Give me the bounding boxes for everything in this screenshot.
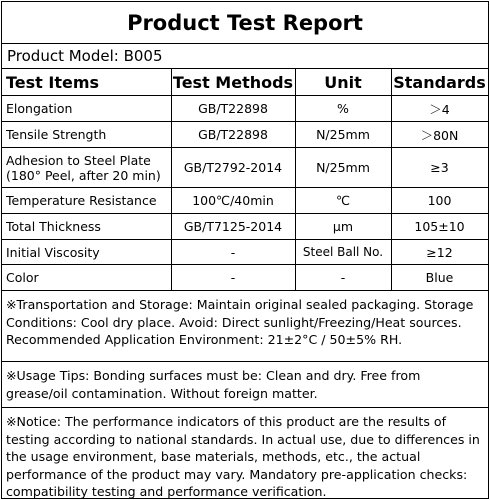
table-row	[2, 188, 488, 214]
cell-method: GB/T22898	[198, 101, 268, 116]
column-divider	[171, 69, 172, 291]
header-test-methods: Test Methods	[172, 72, 294, 92]
header-test-items: Test Items	[6, 72, 100, 92]
cell-method: GB/T7125-2014	[183, 219, 283, 234]
cell-unit: N/25mm	[316, 160, 370, 175]
product-model: Product Model: B005	[2, 44, 488, 69]
column-divider	[295, 69, 296, 291]
cell-item: Temperature Resistance	[6, 193, 157, 208]
cell-item: Initial Viscosity	[6, 244, 100, 260]
table-row	[2, 96, 488, 122]
cell-unit: Steel Ball No.	[302, 245, 384, 259]
cell-unit: -	[340, 270, 346, 285]
table-row	[2, 265, 488, 291]
cell-item: Tensile Strength	[6, 127, 107, 142]
cell-item-line1: Adhesion to Steel Plate	[6, 152, 151, 168]
cell-item: Total Thickness	[6, 219, 101, 234]
test-report-sheet	[1, 1, 489, 499]
cell-unit: N/25mm	[316, 127, 370, 142]
cell-method: GB/T22898	[198, 127, 268, 142]
cell-standard: ≥12	[426, 244, 453, 260]
cell-standard: Blue	[425, 270, 454, 285]
cell-item: Elongation	[6, 101, 73, 116]
cell-unit: ℃	[335, 193, 351, 208]
cell-item: Color	[6, 270, 39, 285]
cell-method: 100℃/40min	[192, 193, 274, 208]
cell-item	[2, 148, 171, 187]
cell-method: GB/T2792-2014	[183, 160, 283, 175]
cell-item-line2: (180° Peel, after 20 min)	[6, 167, 161, 183]
table-row	[2, 240, 488, 265]
table-row	[2, 122, 488, 148]
header-standards: Standards	[393, 72, 486, 92]
cell-standard: 105±10	[414, 219, 465, 234]
table-header-row	[2, 69, 488, 96]
cell-unit: %	[337, 101, 349, 116]
cell-unit: μm	[332, 219, 354, 234]
column-divider	[391, 69, 392, 291]
storage-note: ※Transportation and Storage: Maintain original sealed packaging. Storage Conditions: Cool dry place. Avoid: Direct sunlight/Freezing/Heat sources. Recommended Application Environment: 21±2°C / 50±5% RH.	[2, 291, 488, 362]
cell-standard: ≥3	[430, 160, 449, 175]
cell-standard: ＞4	[429, 101, 450, 117]
header-unit: Unit	[324, 72, 362, 92]
usage-tips-note: ※Usage Tips: Bonding surfaces must be: Clean and dry. Free from grease/oil contamination. Without foreign matter.	[2, 362, 488, 408]
report-title: Product Test Report	[2, 2, 488, 44]
cell-standard: ＞80N	[420, 127, 459, 143]
cell-method: -	[230, 244, 236, 260]
cell-standard: 100	[427, 193, 452, 208]
table-row	[2, 148, 488, 188]
table-row	[2, 214, 488, 240]
cell-method: -	[230, 270, 236, 285]
notice-note: ※Notice: The performance indicators of this product are the results of testing according to national standards. In actual use, due to differences in the usage environment, base materials, methods, etc., the actual performance of the product may vary. Mandatory pre-application checks: compatibility testing and performance verification.	[6, 414, 480, 499]
